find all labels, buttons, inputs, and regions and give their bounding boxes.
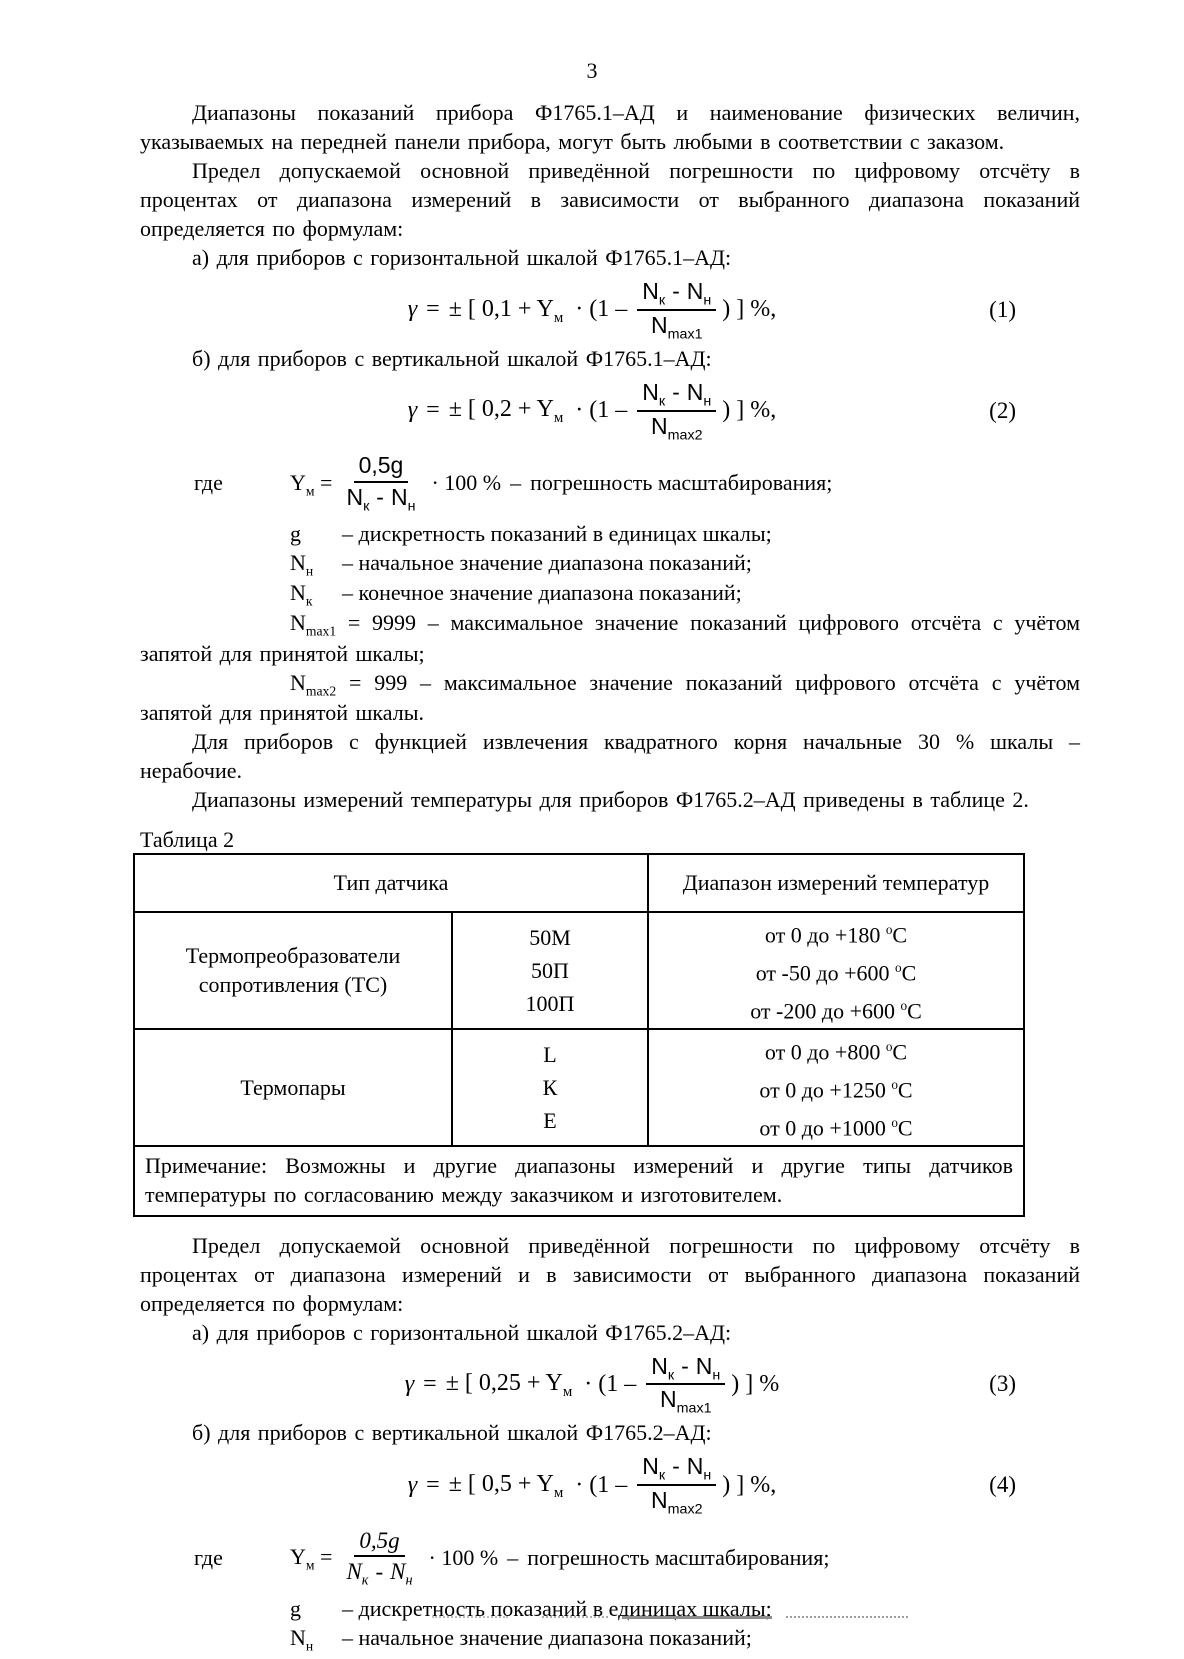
fraction-numerator: $N_к - N_н$ — [637, 278, 716, 311]
formula-4-coefficient: ± [ $0,5 + Y_м$ — [448, 1470, 564, 1501]
fraction-denominator: $N_{max2}$ — [651, 1487, 703, 1518]
list-item-a1: а) для приборов с горизонтальной шкалой Ф1765.1–АД: — [192, 245, 732, 270]
cell-ranges-rtd: от 0 до +180 $^о$С от -50 до +600 $^о$С от -200 до +600 $^о$С — [648, 912, 1024, 1029]
ym-symbol: $Y_м$ = — [290, 1544, 333, 1573]
formula-1-middle: · (1 – — [575, 296, 628, 323]
paragraph-ranges-of-indication: Диапазоны показаний прибора Ф1765.1–АД и наименование физических величин, указываемых на передней панели прибора, могут быть любыми в соответствии с заказом. — [140, 100, 1080, 154]
paragraph-error-limit-1: Предел допускаемой основной приведённой погрешности по цифровому отсчёту в процентах от диапазона измерений в зависимости от выбранного диапазона показаний определяется по формулам: — [140, 158, 1080, 241]
formula-4-middle: · (1 – — [575, 1471, 628, 1498]
fraction-numerator: 0,5g — [354, 1527, 404, 1557]
list-item-b2: б) для приборов с вертикальной шкалой Ф1765.2–АД: — [192, 1420, 712, 1446]
scan-artifact — [0, 1616, 1184, 1621]
fraction-denominator: $N_{max1}$ — [660, 1386, 712, 1417]
formula-3-body — [405, 1353, 780, 1417]
header-sensor-type: Тип датчика — [134, 854, 648, 912]
paragraph-error-limit-2: Предел допускаемой основной приведённой погрешности по цифровому отсчёту в процентах от диапазона измерений и в зависимости от выбранного диапазона показаний определяется по формулам: — [140, 1232, 1080, 1316]
subscript-m: м — [553, 1484, 564, 1501]
equals-sign: = — [426, 397, 440, 424]
subscript-m: м — [553, 410, 564, 427]
where-label: где — [194, 470, 223, 496]
formula-2-middle: · (1 – — [575, 397, 628, 424]
table-row — [134, 1029, 1024, 1146]
scaling-fraction — [346, 452, 415, 513]
symbol-n-start: $N_н$ — [290, 550, 314, 579]
symbol-n-start: $N_н$ — [290, 1624, 314, 1654]
symbol-n-end: $N_к$ — [290, 580, 313, 609]
definition-nmax1: $N_{max1} = 9999$ – максимальное значение показаний цифрового отсчёта с учётом запятой для принятой шкалы; — [140, 610, 1080, 666]
fraction-denominator: $N_{max1}$ — [651, 311, 703, 343]
table-header-row — [134, 854, 1024, 912]
gamma-symbol: γ — [407, 1471, 418, 1498]
equals-sign: = — [426, 296, 440, 323]
subscript-m: м — [562, 1383, 573, 1400]
table-caption: Таблица 2 — [140, 826, 235, 852]
formula-2-coefficient: ± [ $0,2 + Y_м$ — [448, 396, 564, 427]
formula-4-body — [408, 1453, 777, 1517]
paragraph-square-root: Для приборов с функцией извлечения квадратного корня начальные 30 % шкалы – нерабочие. — [140, 728, 1080, 783]
cell-ranges-thermocouple: от 0 до +800 $^о$С от 0 до +1250 $^о$С от 0 до +1000 $^о$С — [648, 1029, 1024, 1146]
paragraph-table-reference: Диапазоны измерений температуры для приборов Ф1765.2–АД приведены в таблице 2. — [192, 786, 1029, 812]
where-definition-1 — [140, 452, 1080, 513]
definition-n-end: $N_к$ – конечное значение диапазона показаний; — [290, 580, 742, 609]
gamma-symbol: γ — [407, 397, 418, 424]
fraction — [637, 278, 716, 342]
table-2 — [133, 853, 1025, 1217]
subscript-m: м — [553, 309, 564, 326]
equation-number-3: (3) — [989, 1371, 1016, 1397]
page-content — [140, 98, 1080, 1653]
dash: – — [507, 1544, 519, 1570]
formula-1-coefficient: ± [ $0,1 + Y_м$ — [448, 295, 564, 326]
list-item-b1: б) для приборов с вертикальной шкалой Ф1765.1–АД: — [192, 345, 712, 371]
formula-3 — [140, 1353, 1080, 1417]
fraction-denominator: $N_{max2}$ — [651, 412, 703, 444]
fraction-numerator: 0,5g — [354, 452, 409, 482]
scaling-error-text: погрешность масштабирования; — [530, 470, 833, 496]
formula-3-coefficient: ± [ $0,25 + Y_м$ — [445, 1370, 573, 1400]
header-temperature-range: Диапазон измерений температур — [648, 854, 1024, 912]
cell-sensor-models-thermocouple: L К Е — [452, 1029, 648, 1146]
formula-4 — [140, 1453, 1080, 1517]
formula-3-middle: · (1 – — [584, 1370, 637, 1397]
where-definition-2 — [140, 1527, 1080, 1588]
fraction-numerator: $N_к - N_н$ — [646, 1353, 725, 1386]
scaling-fraction-italic — [346, 1527, 412, 1588]
equation-number-2: (2) — [989, 397, 1016, 423]
table-note: Примечание: Возможны и другие диапазоны измерений и другие типы датчиков температуры по согласованию между заказчиком и изготовителем. — [134, 1146, 1024, 1216]
page-number: 3 — [586, 58, 598, 83]
formula-3-closing: ) ] % — [731, 1370, 780, 1397]
definition-n-start: $N_н$ – начальное значение диапазона показаний; — [290, 550, 752, 579]
formula-4-closing: ) ] %, — [722, 1471, 777, 1498]
cell-sensor-type-thermocouple: Термопары — [134, 1029, 452, 1146]
fraction-numerator: $N_к - N_н$ — [637, 1453, 716, 1486]
formula-2 — [140, 379, 1080, 443]
times-100-percent: · 100 % — [428, 1544, 499, 1570]
cell-sensor-type-rtd: Термопреобразователи сопротивления (ТС) — [134, 912, 452, 1029]
formula-1-body — [408, 278, 777, 342]
definition-g: g – дискретность показаний в единицах шкалы; — [290, 521, 772, 547]
ym-symbol: $Y_м$ = — [290, 469, 333, 499]
fraction — [637, 379, 716, 443]
formula-2-closing: ) ] %, — [722, 397, 777, 424]
table-note-row — [134, 1146, 1024, 1216]
gamma-symbol: γ — [404, 1370, 415, 1397]
equals-sign: = — [426, 1471, 440, 1498]
fraction — [637, 1453, 716, 1517]
table-row — [134, 912, 1024, 1029]
equation-number-4: (4) — [989, 1472, 1016, 1498]
dash: – — [510, 470, 522, 496]
formula-1-closing: ) ] %, — [722, 296, 777, 323]
equation-number-1: (1) — [989, 296, 1016, 322]
times-100-percent: · 100 % — [431, 470, 502, 496]
formula-2-body — [408, 379, 777, 443]
fraction-denominator: $N_к - N_н$ — [346, 1559, 413, 1589]
fraction-numerator: $N_к - N_н$ — [637, 379, 716, 412]
definition-g-2: g – дискретность показаний в единицах шкалы; — [290, 1595, 772, 1621]
list-item-a2: а) для приборов с горизонтальной шкалой Ф1765.2–АД: — [192, 1319, 732, 1345]
symbol-g: g — [290, 521, 301, 547]
fraction — [646, 1353, 725, 1417]
symbol-g: g — [290, 1595, 301, 1621]
gamma-symbol: γ — [407, 296, 418, 323]
equals-sign: = — [423, 1370, 437, 1397]
formula-1 — [140, 278, 1080, 342]
fraction-denominator: $N_к - N_н$ — [346, 483, 416, 515]
definition-nmax2: $N_{max2} = 999$ – максимальное значение показаний цифрового отсчёта с учётом запятой для принятой шкалы. — [140, 669, 1080, 725]
cell-sensor-models-rtd: 50М 50П 100П — [452, 912, 648, 1029]
definition-n-start-2: $N_н$ – начальное значение диапазона показаний; — [290, 1624, 752, 1654]
scaling-error-text: погрешность масштабирования; — [527, 1544, 830, 1570]
where-label: где — [194, 1544, 223, 1570]
